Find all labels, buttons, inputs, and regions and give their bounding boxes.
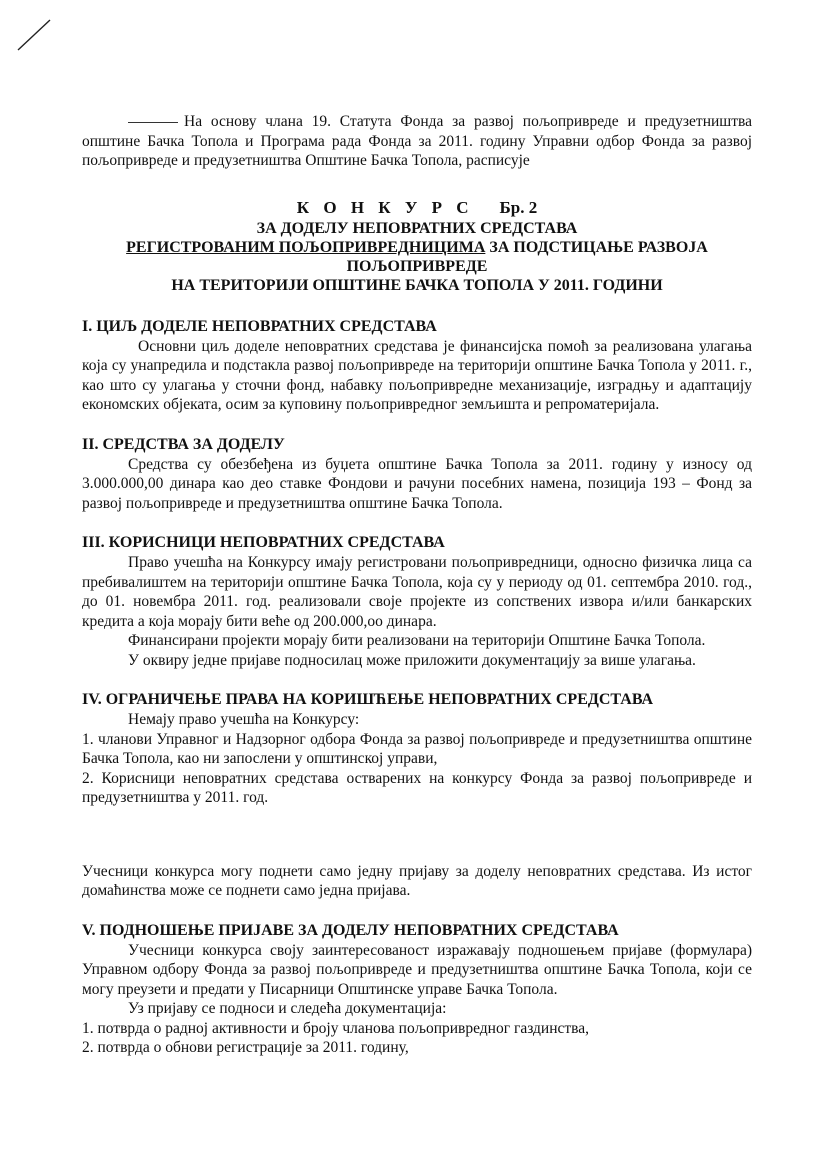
- section-4-heading: IV. ОГРАНИЧЕЊЕ ПРАВА НА КОРИШЋЕЊЕ НЕПОВРАТНИХ СРЕДСТАВА: [82, 691, 654, 708]
- lead-dash: [128, 122, 178, 123]
- section-2: [82, 435, 752, 514]
- title-block: [82, 197, 752, 295]
- section-4-item-2: 2. Корисници неповратних средстава остварених на конкурсу Фонда за развој пољопривреде и предузетништва у 2011. год.: [82, 769, 752, 806]
- section-5-heading: V. ПОДНОШЕЊЕ ПРИЈАВЕ ЗА ДОДЕЛУ НЕПОВРАТНИХ СРЕДСТАВА: [82, 921, 619, 939]
- section-3-paragraph-2: Финансирани пројекти морају бити реализовани на територији Општине Бачка Топола.: [128, 632, 706, 649]
- title-line3: [82, 238, 752, 276]
- section-3-paragraph-1: Право учешћа на Конкурсу имају регистровани пољопривредници, односно физичка лица са пребивалиштем на територији општине Бачка Топола, која су у периоду од 01. септембра 2010. год., до 01. новембра 2011. год. реализовали своје пројекте из сопствених извора и/или банкарских кредита а која морају бити веће од 200.000,оо динара.: [82, 554, 752, 630]
- section-4-paragraph-2: Учесници конкурса могу поднети само једну пријаву за доделу неповратних средстава. Из истог домаћинства може се поднети само једна пријава.: [82, 862, 752, 899]
- section-1-paragraph: Основни циљ доделе неповратних средстава је финансијска помоћ за реализована улагања која су унапредила и подстакла развој пољопривреде на територији општине Бачка Топола у 2011. г., као што су улагања у сточни фонд, набавку пољопривредне механизације, изградњу и адаптацију економских објеката, осим за куповину пољопривредног земљишта и репроматеријала.: [82, 337, 752, 413]
- title-konkurs: К О Н К У Р С: [296, 197, 474, 217]
- document-body: [82, 112, 752, 1058]
- section-5-paragraph-1: Учесници конкурса своју заинтересованост изражавају подношењем пријаве (формулара) Управном одбору Фонда за развој пољопривреде и предузетништва општине Бачка Топола, који се могу преузети и предати у Писарници Општинске управе Бачка Топола.: [82, 941, 752, 998]
- section-5-paragraph-2: Уз пријаву се подноси и следећа документација:: [128, 1000, 447, 1017]
- title-underlined: РЕГИСТРОВАНИМ ПОЉОПРИВРЕДНИЦИМА: [126, 238, 486, 256]
- section-1: [82, 317, 752, 415]
- section-2-heading: II. СРЕДСТВА ЗА ДОДЕЛУ: [82, 435, 285, 453]
- section-3-heading: III. КОРИСНИЦИ НЕПОВРАТНИХ СРЕДСТАВА: [82, 534, 445, 551]
- section-5: [82, 921, 752, 1058]
- intro-paragraph: [82, 112, 752, 171]
- section-4-paragraph-1: Немају право учешћа на Конкурсу:: [128, 711, 360, 728]
- section-4-item-1: 1. чланови Управног и Надзорног одбора Фонда за развој пољопривреде и предузетништва општине Бачка Топола, као ни запослени у општинској управи,: [82, 730, 752, 767]
- section-2-paragraph: Средства су обезбеђена из буџета општине Бачка Топола за 2011. годину у износу од 3.000.000,00 динара као део ставке Фондови и рачуни посебних намена, позиција 193 – Фонд за развој пољопривреде и предузетништва општине Бачка Топола.: [82, 455, 752, 512]
- title-line4: НА ТЕРИТОРИЈИ ОПШТИНЕ БАЧКА ТОПОЛА У 2011. ГОДИНИ: [171, 276, 663, 294]
- section-1-heading: I. ЦИЉ ДОДЕЛЕ НЕПОВРАТНИХ СРЕДСТАВА: [82, 317, 437, 335]
- section-5-item-1: 1. потврда о радној активности и броју чланова пољопривредног газдинства,: [82, 1019, 590, 1037]
- section-3-paragraph-3: У оквиру једне пријаве подносилац може приложити документацију за више улагања.: [128, 651, 696, 669]
- section-3: [82, 533, 752, 670]
- title-main: [82, 197, 752, 219]
- section-4: [82, 690, 752, 901]
- section-5-item-2: 2. потврда о обнови регистрације за 2011. годину,: [82, 1039, 409, 1056]
- title-line3-rest: ЗА ПОДСТИЦАЊЕ РАЗВОЈА ПОЉОПРИВРЕДЕ: [346, 238, 708, 275]
- intro-text: На основу члана 19. Статута Фонда за развој пољопривреде и предузетништва општине Бачка Топола и Програма рада Фонда за 2011. годину Управни одбор Фонда за развој пољопривреде и предузетништва Општине Бачка Топола, расписује: [82, 113, 752, 169]
- title-number: Бр. 2: [499, 197, 538, 217]
- title-line2: ЗА ДОДЕЛУ НЕПОВРАТНИХ СРЕДСТАВА: [256, 219, 578, 237]
- pen-mark-icon: [14, 14, 54, 54]
